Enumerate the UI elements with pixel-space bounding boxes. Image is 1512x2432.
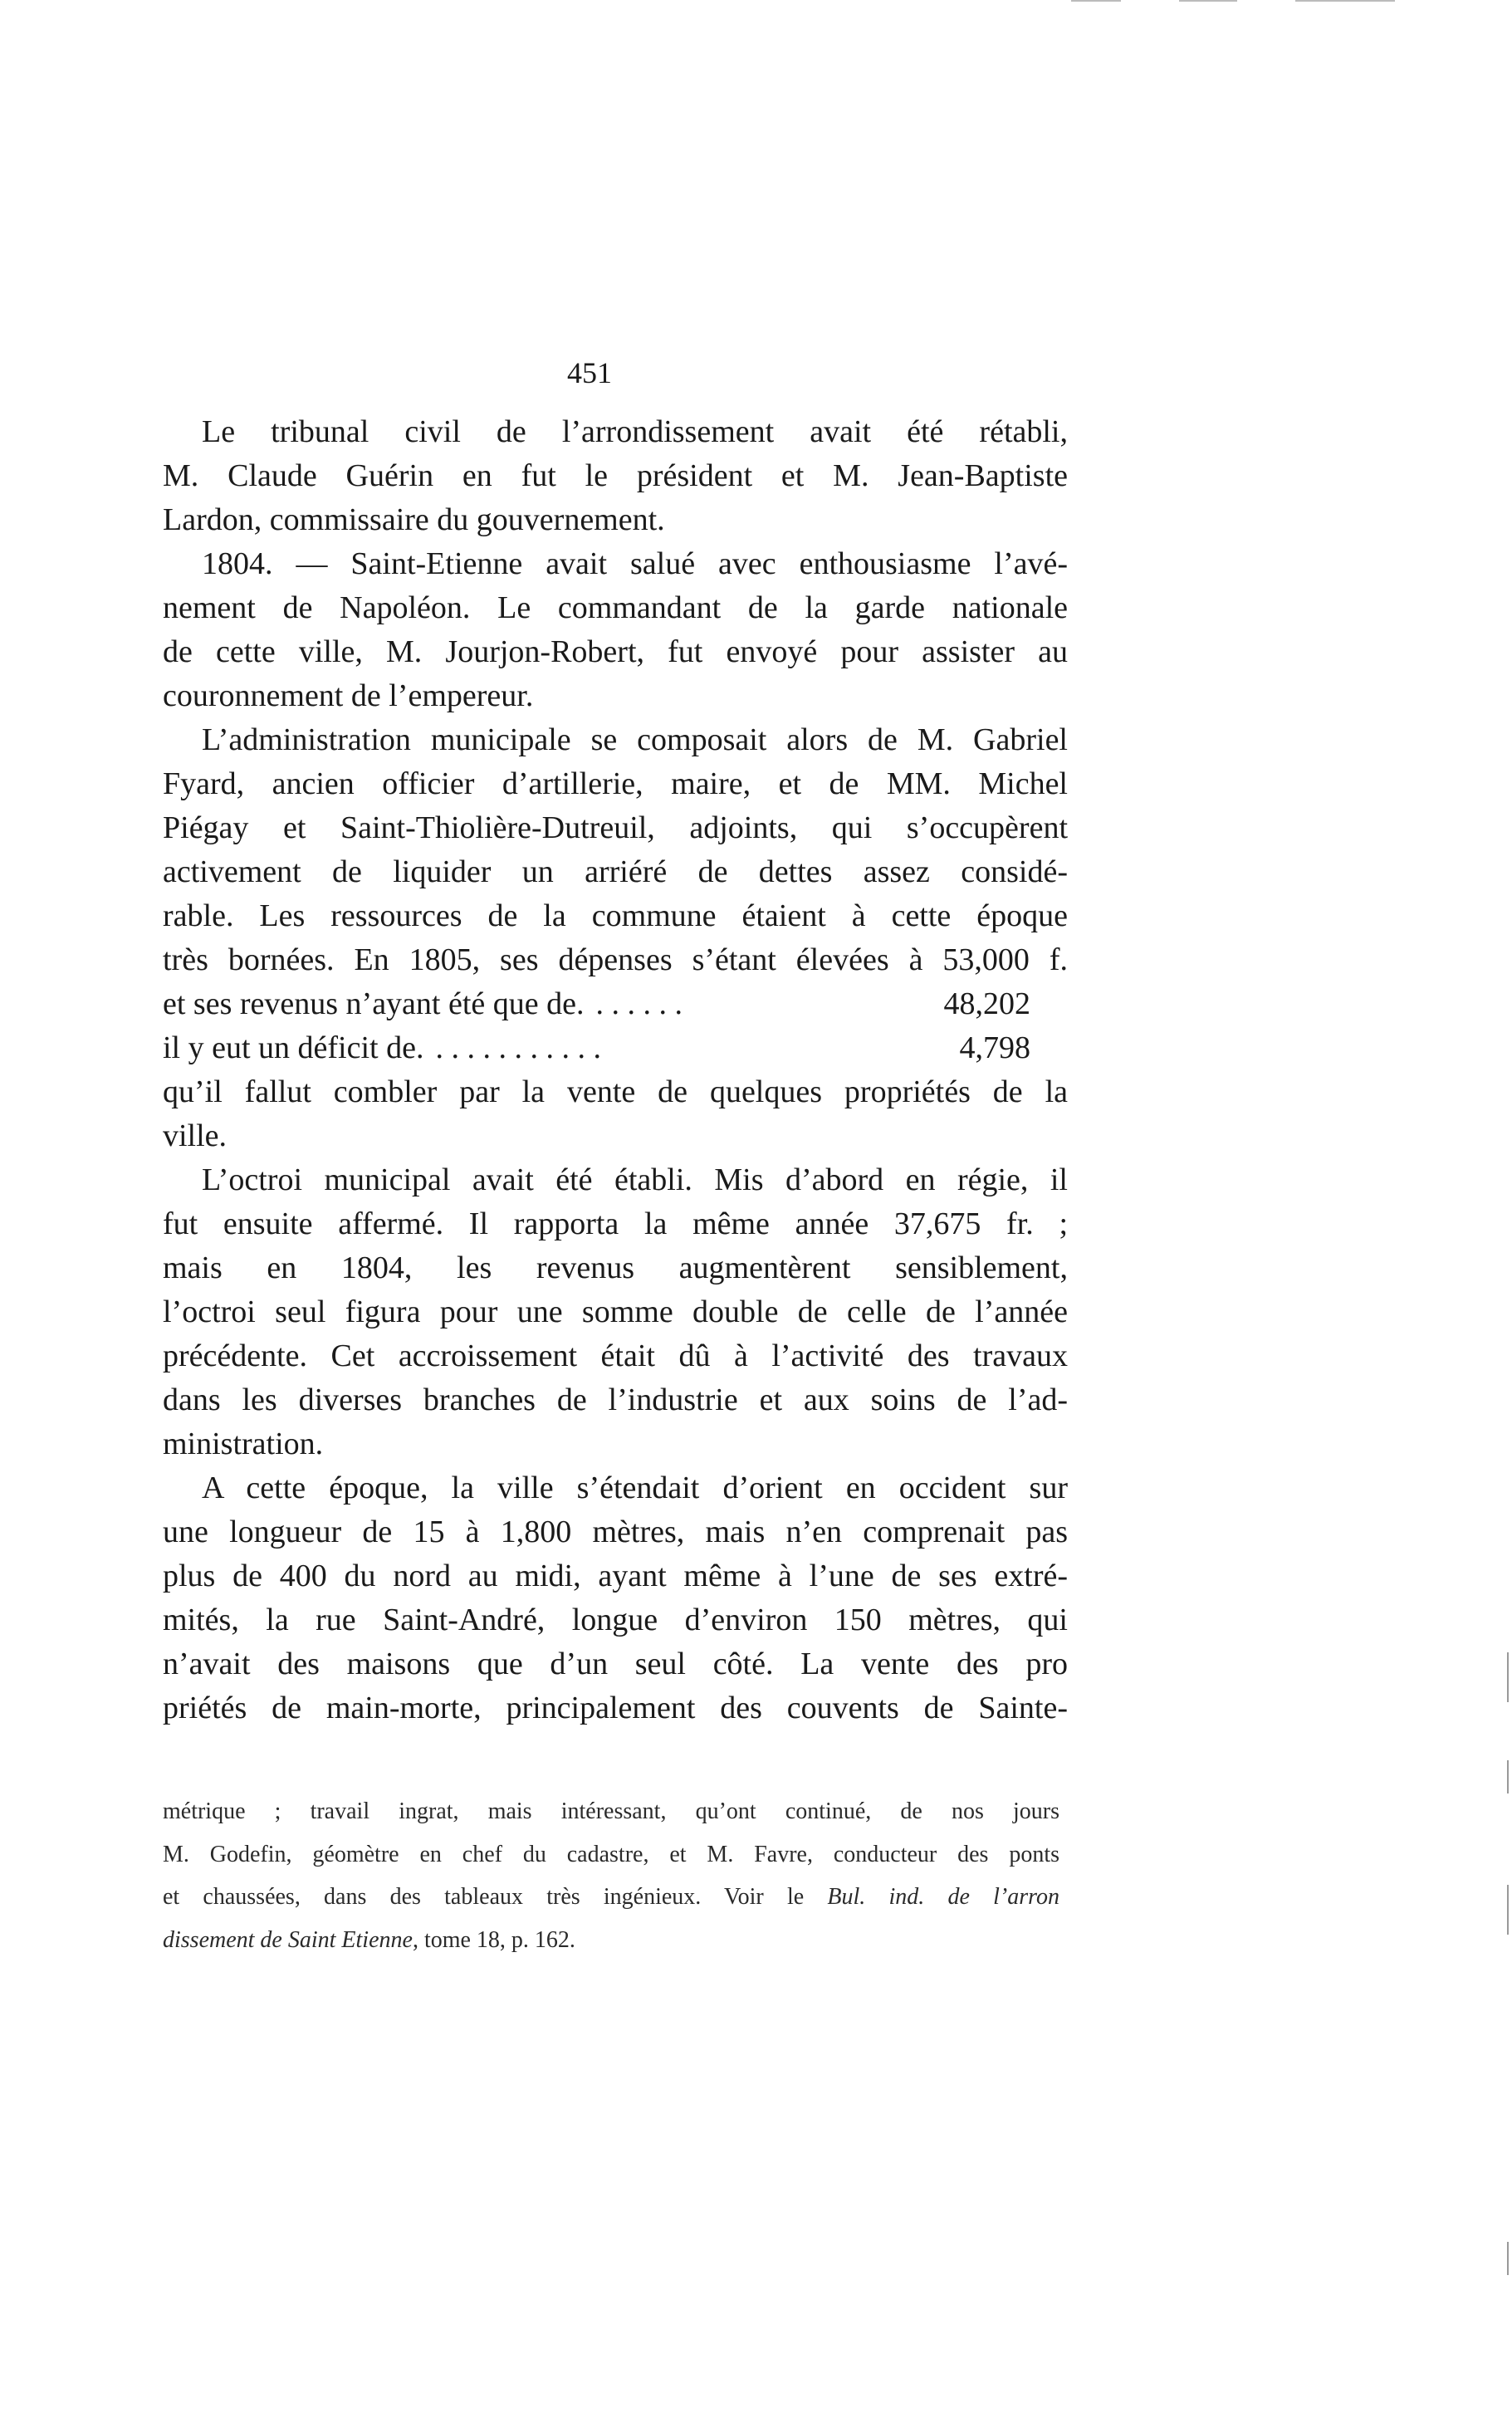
text-line: mais en 1804, les revenus augmentèrent sensiblement, [163,1250,1068,1285]
text-line: L’administration municipale se composait alors de M. Gabriel [202,722,1068,757]
text-line: fut ensuite affermé. Il rapporta la même année 37,675 fr. ; [163,1206,1068,1241]
footnote-citation: dissement de Saint Etienne [163,1927,413,1954]
text-line: n’avait des maisons que d’un seul côté. La vente des pro [163,1647,1068,1681]
text-line: précédente. Cet accroissement était dû à l’activité des travaux [163,1338,1068,1373]
text-line: Fyard, ancien officier d’artillerie, maire, et de MM. Michel [163,766,1068,801]
text-line: une longueur de 15 à 1,800 mètres, mais n’en comprenait pas [163,1514,1068,1549]
footnote-line: métrique ; travail ingrat, mais intéressant, qu’ont continué, de nos jours [163,1798,1059,1824]
text-line: il y eut un déficit de. [163,1030,424,1065]
text-line: 1804. — Saint-Etienne avait salué avec enthousiasme l’avé- [202,546,1068,581]
footnote-line: M. Godefin, géomètre en chef du cadastre, et M. Favre, conducteur des ponts [163,1841,1059,1867]
text-line: Le tribunal civil de l’arrondissement avait été rétabli, [202,414,1068,449]
text-line: très bornées. En 1805, ses dépenses s’étant élevées à 53,000 f. [163,942,1068,977]
text-line: mités, la rue Saint-André, longue d’environ 150 mètres, qui [163,1603,1068,1637]
text-line: dans les diverses branches de l’industrie et aux soins de l’ad- [163,1382,1068,1417]
scan-artifact [1507,1885,1509,1935]
scan-artifact [1179,0,1237,2]
scan-artifact [1507,1652,1509,1702]
text-line: M. Claude Guérin en fut le président et M. Jean-Baptiste [163,458,1068,493]
deficit-line [163,1026,1068,1070]
body-text [163,410,1068,1730]
footnote-line [163,1919,1059,1962]
text-line: ville. [163,1118,228,1153]
footnote [163,1790,1059,1962]
text-line: L’octroi municipal avait été établi. Mis d’abord en régie, il [202,1162,1068,1197]
scan-artifact [1507,1760,1509,1793]
text-line: et ses revenus n’ayant été que de. [163,986,585,1021]
text-line: couronnement de l’empereur. [163,678,534,713]
leader-dots: . . . . . . [595,986,683,1021]
scan-artifact [1295,0,1395,2]
revenus-value: 48,202 [943,986,1030,1021]
text-line: priétés de main-morte, principalement des couvents de Sainte- [163,1691,1068,1725]
scan-artifact [1507,2242,1509,2275]
text-line: Piégay et Saint-Thiolière-Dutreuil, adjoints, qui s’occupèrent [163,810,1068,845]
text-line: qu’il fallut combler par la vente de quelques propriétés de la [163,1074,1068,1109]
text-line: de cette ville, M. Jourjon-Robert, fut envoyé pour assister au [163,634,1068,669]
footnote-citation: Bul. ind. de l’arron [827,1884,1059,1911]
scan-artifact [1071,0,1121,2]
leader-dots: . . . . . . . . . . . [435,1030,601,1065]
page-number: 451 [567,356,612,389]
text-line: A cette époque, la ville s’étendait d’orient en occident sur [202,1470,1068,1505]
footnote-text: et chaussées, dans des tableaux très ingénieux. Voir le [163,1884,828,1911]
text-line: Lardon, commissaire du gouvernement. [163,502,665,537]
text-line: activement de liquider un arriéré de dettes assez considé- [163,854,1068,889]
footnote-text: , tome 18, p. 162. [412,1927,575,1954]
text-line: l’octroi seul figura pour une somme double de celle de l’année [163,1294,1068,1329]
text-line: nement de Napoléon. Le commandant de la garde nationale [163,590,1068,625]
revenus-line [163,982,1068,1026]
text-line: rable. Les ressources de la commune étaient à cette époque [163,898,1068,933]
text-line: plus de 400 du nord au midi, ayant même à l’une de ses extré- [163,1559,1068,1593]
footnote-line [163,1876,1059,1919]
text-line: ministration. [163,1426,324,1461]
deficit-value: 4,798 [959,1030,1030,1065]
